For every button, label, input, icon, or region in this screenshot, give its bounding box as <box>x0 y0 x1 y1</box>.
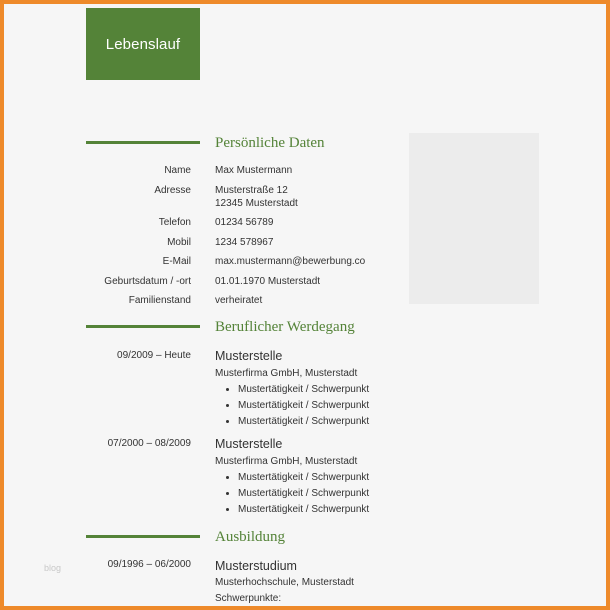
section-title-personal: Persönliche Daten <box>215 135 325 151</box>
value-birth: 01.01.1970 Musterstadt <box>215 276 321 287</box>
label-name: Name <box>164 165 191 176</box>
label-phone: Telefon <box>158 217 191 228</box>
list-item: • Mustertätigkeit / Schwerpunkt <box>238 487 369 503</box>
section-bar <box>86 325 200 328</box>
value-name: Max Mustermann <box>215 165 293 176</box>
list-item: • Mustertätigkeit / Schwerpunkt <box>238 399 369 415</box>
photo-placeholder <box>409 133 539 304</box>
page-title: Lebenslauf <box>105 35 181 53</box>
career-task-list <box>226 471 369 519</box>
section-bar <box>86 141 200 144</box>
value-marital-status: verheiratet <box>215 295 263 306</box>
education-school: Musterhochschule, Musterstadt <box>215 577 354 588</box>
value-mobile: 1234 578967 <box>215 237 274 248</box>
education-title: Musterstudium <box>215 559 297 573</box>
list-item: • Mustertätigkeit / Schwerpunkt <box>238 415 369 431</box>
list-item: • Mustertätigkeit / Schwerpunkt <box>238 383 369 399</box>
section-title-career: Beruflicher Werdegang <box>215 319 355 335</box>
career-job-title: Musterstelle <box>215 437 283 451</box>
career-period: 09/2009 – Heute <box>117 350 191 361</box>
watermark: blog <box>44 563 62 573</box>
list-item: • Mustertätigkeit / Schwerpunkt <box>238 471 369 487</box>
value-address-line1: Musterstraße 12 <box>215 185 288 196</box>
career-period: 07/2000 – 08/2009 <box>107 438 191 449</box>
label-address: Adresse <box>154 185 191 196</box>
title-block <box>86 8 200 80</box>
label-mobile: Mobil <box>167 237 191 248</box>
career-job-title: Musterstelle <box>215 349 283 363</box>
education-focus: Schwerpunkte: <box>215 593 282 604</box>
label-birth: Geburtsdatum / -ort <box>104 276 191 287</box>
value-phone: 01234 56789 <box>215 217 274 228</box>
education-period: 09/1996 – 06/2000 <box>107 559 191 570</box>
label-email: E-Mail <box>162 256 191 267</box>
career-company: Musterfirma GmbH, Musterstadt <box>215 368 358 379</box>
value-email: max.mustermann@bewerbung.co <box>215 256 366 267</box>
career-task-list <box>226 383 369 431</box>
section-bar <box>86 535 200 538</box>
section-title-education: Ausbildung <box>215 529 286 545</box>
list-item: • Mustertätigkeit / Schwerpunkt <box>238 503 369 519</box>
career-company: Musterfirma GmbH, Musterstadt <box>215 456 358 467</box>
label-marital-status: Familienstand <box>128 295 191 306</box>
value-address-line2: 12345 Musterstadt <box>215 198 298 209</box>
